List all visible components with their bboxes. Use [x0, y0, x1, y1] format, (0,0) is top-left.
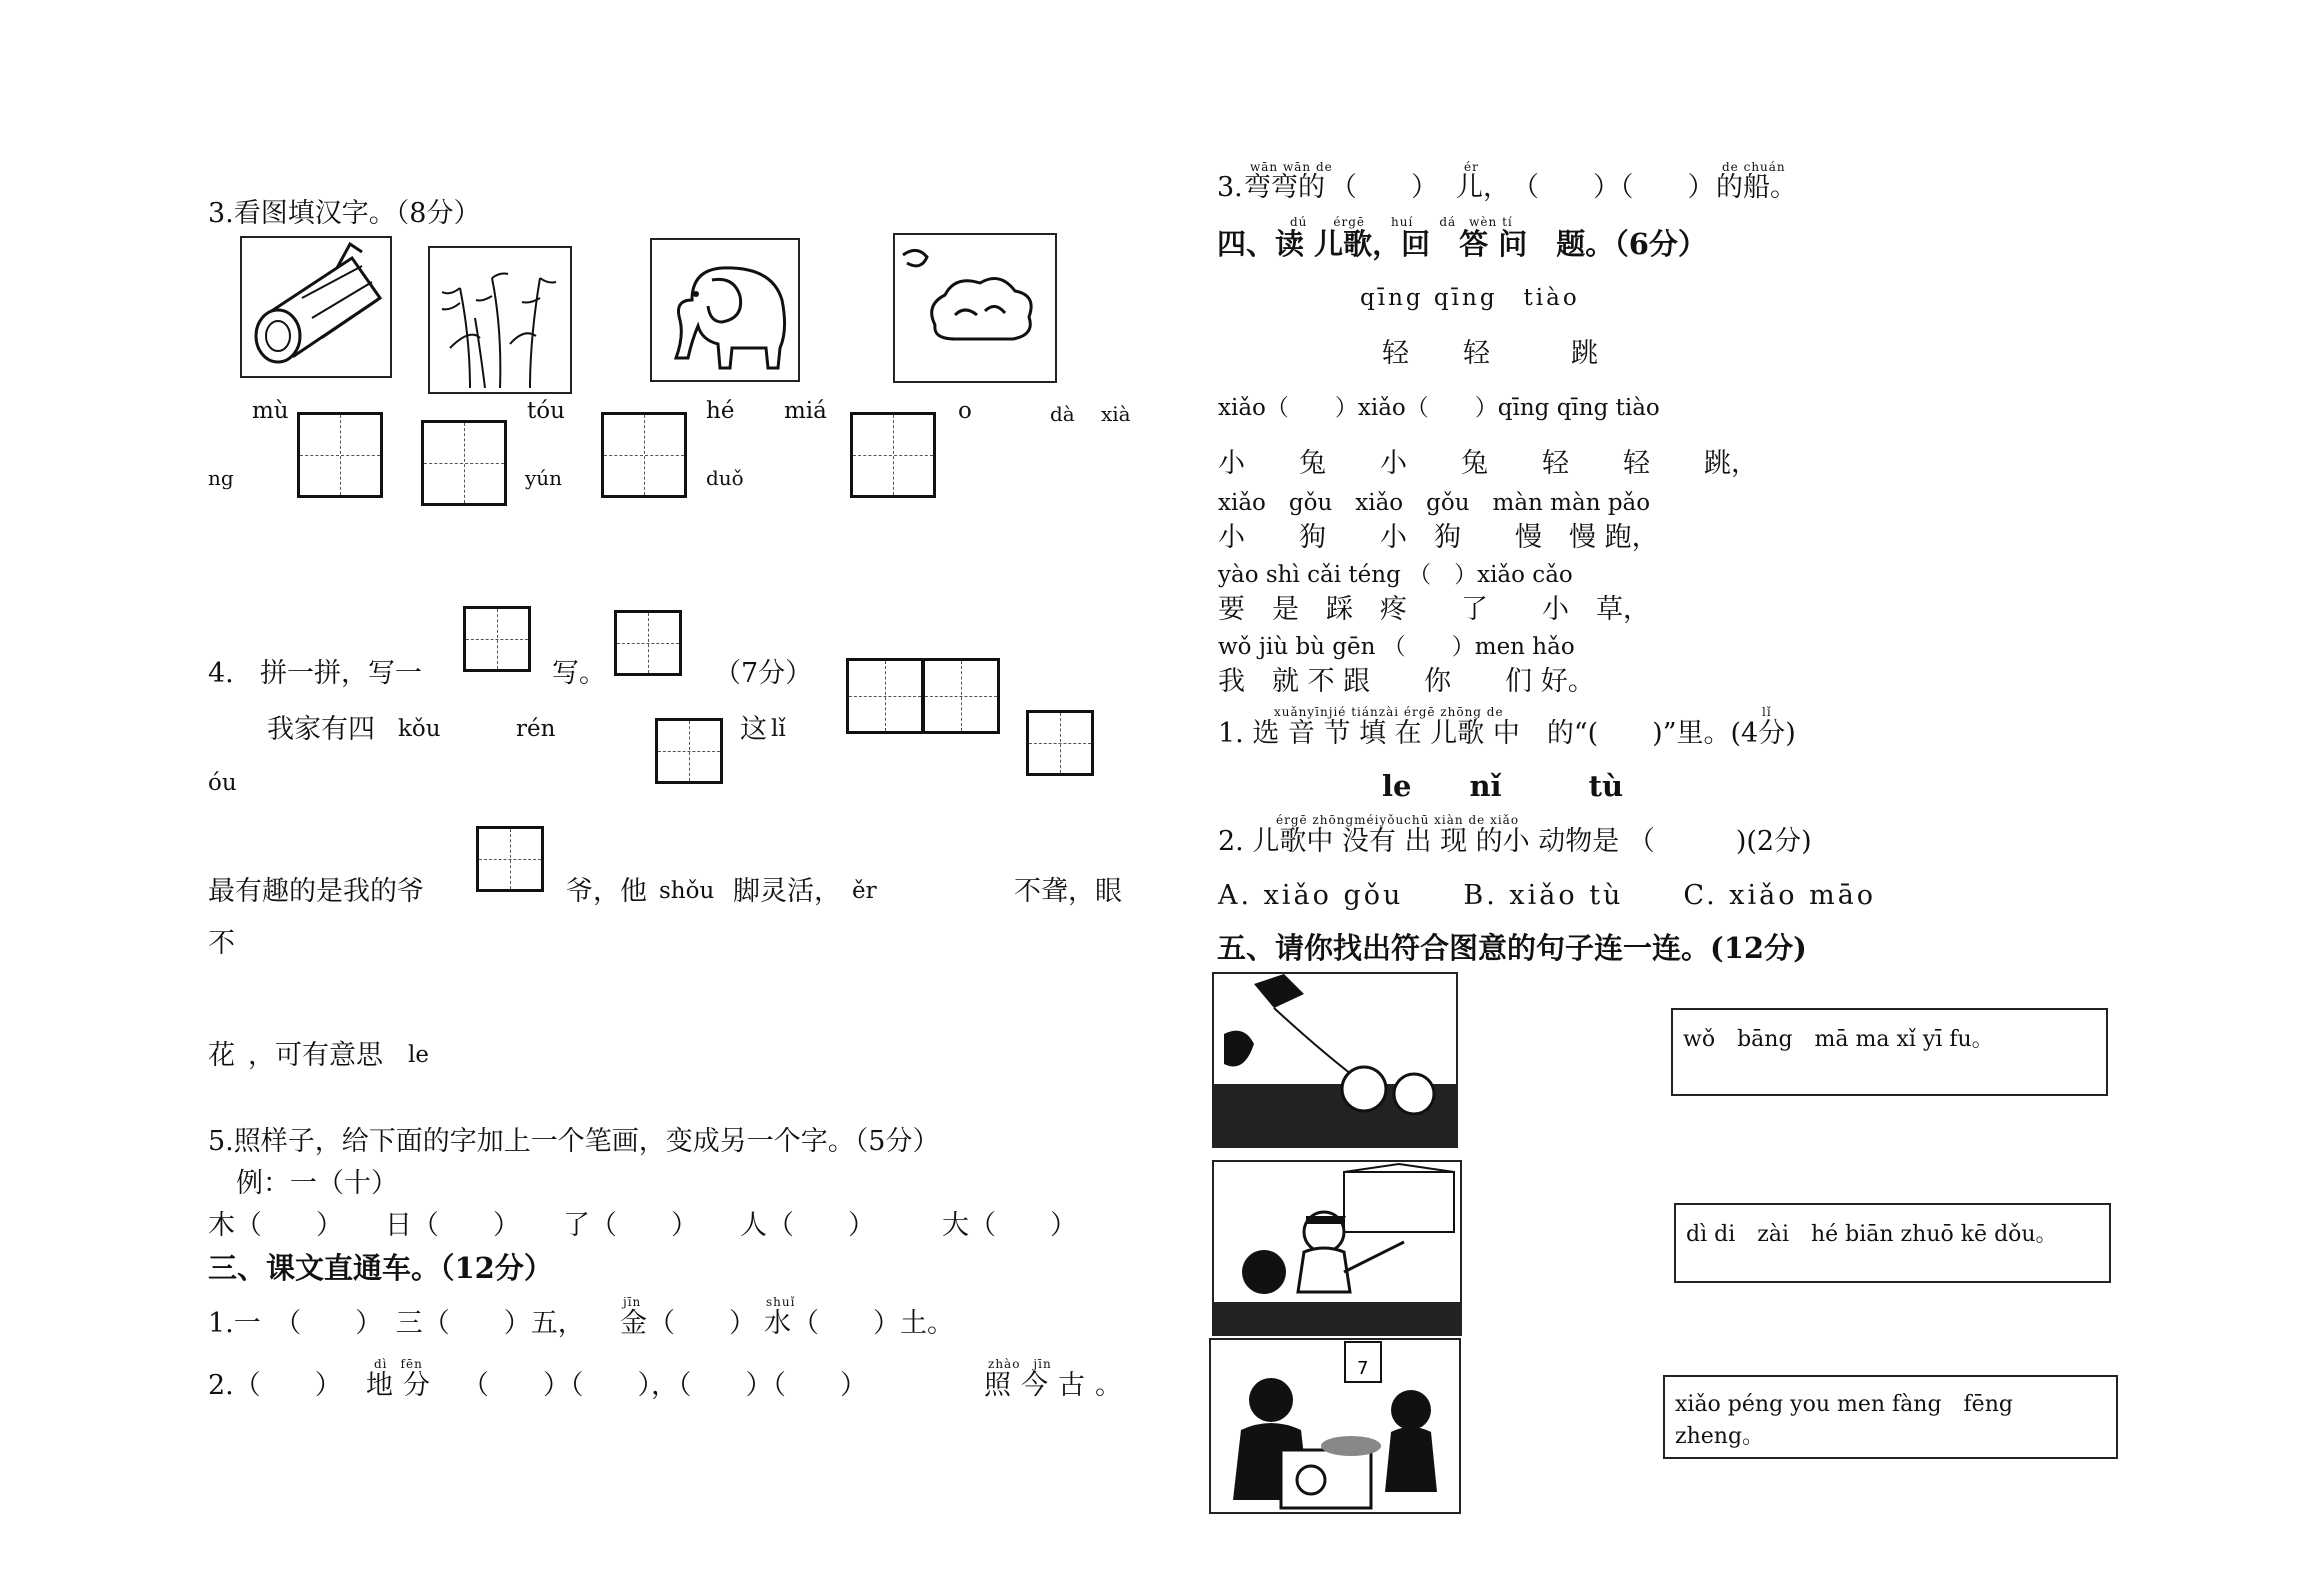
- chars-wanwande: 弯弯的: [1244, 172, 1325, 203]
- pinyin-dechuan: de chuán: [1722, 160, 1786, 174]
- calendar-day: 7: [1357, 1358, 1369, 1379]
- pinyin-difen: dì fēn: [374, 1357, 423, 1371]
- pinyin-li: lǐ: [771, 716, 786, 742]
- section5-title: 五、请你找出符合图意的句子连一连。(12分): [1217, 931, 1807, 965]
- q4-title: 拼一拼，写一: [260, 658, 422, 689]
- reeds-picture: [428, 246, 572, 394]
- sentence-box[interactable]: wǒ bāng mā ma xǐ yī fu。: [1671, 1008, 2108, 1096]
- cloud-picture: [893, 233, 1057, 383]
- sec4-q2-pinyin: érgē zhōngméiyǒuchū xiàn de xiǎo: [1276, 813, 1520, 827]
- tianzi-box[interactable]: [655, 718, 723, 784]
- section4-title: 四、读 儿歌，回 答 问 题。（6分）: [1217, 227, 1707, 261]
- pinyin-xia: xià: [1101, 402, 1131, 426]
- r3-blank1: （ ）: [1330, 172, 1438, 203]
- q5-item-le: 了（ ）: [563, 1210, 698, 1241]
- section4-title-pinyin: dú érgē huí dá wèn tí: [1290, 215, 1513, 229]
- kite-picture: [1212, 972, 1458, 1148]
- char-shui: 水: [764, 1308, 791, 1339]
- poem-line3: 要 是 踩 疼 了 小 草，: [1218, 594, 1650, 625]
- q4-number: 4.: [208, 658, 234, 689]
- q4-line3-ye: 爷，他: [566, 876, 647, 907]
- q4-score: （7分）: [714, 658, 813, 689]
- sec4-q1-options: le nǐ tù: [1382, 769, 1624, 803]
- tianzi-box[interactable]: [421, 420, 507, 506]
- chars-dechuan: 的船。: [1716, 172, 1797, 203]
- q5-example: 例：一（十）: [236, 1168, 398, 1199]
- q4-title-write: 写。: [552, 658, 606, 689]
- q5-item-ri: 日（ ）: [385, 1210, 520, 1241]
- q4-line3-end: 不聋，眼: [1014, 876, 1122, 907]
- poem-line1: 小 兔 小 兔 轻 轻 跳，: [1218, 448, 1758, 479]
- poem-line4: 我 就 不 跟 你 们 好。: [1218, 666, 1595, 697]
- tianzi-box[interactable]: [846, 658, 924, 734]
- sec3-line1-blank: （ ）: [648, 1308, 756, 1339]
- pinyin-zhaojin: zhào jīn: [988, 1357, 1052, 1371]
- sec4-q2-options: A. xiǎo gǒu B. xiǎo tù C. xiǎo māo: [1218, 880, 1877, 911]
- pinyin-shou: shǒu: [659, 878, 715, 904]
- r3-blank2: （ ）（ ）: [1512, 172, 1715, 203]
- tianzi-box[interactable]: [614, 610, 682, 676]
- q4-line3-jiao: 脚灵活，: [733, 876, 841, 907]
- sec4-q1-pinyin: xuǎnyīnjié tiánzài érgē zhōng de: [1274, 705, 1504, 719]
- pinyin-er: ěr: [852, 878, 877, 904]
- tianzi-box[interactable]: [850, 412, 936, 498]
- pinyin-ng: ng: [208, 466, 234, 490]
- pinyin-o: o: [958, 398, 972, 424]
- q4-line1: 我家有四: [267, 714, 375, 745]
- poem-line3-pinyin: yào shì cǎi téng （ ）xiǎo cǎo: [1218, 562, 1573, 588]
- pinyin-tou: tóu: [527, 398, 565, 424]
- char-er: 儿，: [1456, 172, 1510, 203]
- q4-line3: 最有趣的是我的爷: [208, 876, 424, 907]
- poem-line2: 小 狗 小 狗 慢 慢 跑，: [1218, 522, 1659, 553]
- laundry-picture: [1209, 1338, 1461, 1514]
- char-jin: 金: [620, 1308, 647, 1339]
- q5-title: 5.照样子，给下面的字加上一个笔画，变成另一个字。（5分）: [208, 1126, 940, 1157]
- sec4-q1: 1. 选 音 节 填 在 儿歌 中 的“( )”里。(4分): [1218, 718, 1796, 749]
- tianzi-box[interactable]: [463, 606, 531, 672]
- sentence-box[interactable]: dì di zài hé biān zhuō kē dǒu。: [1674, 1203, 2111, 1283]
- tianzi-box[interactable]: [922, 658, 1000, 734]
- pinyin-er: ér: [1464, 160, 1479, 174]
- pinyin-le: le: [408, 1042, 429, 1068]
- chars-difen: 地分: [366, 1370, 440, 1401]
- pinyin-duo: duǒ: [706, 466, 744, 490]
- chars-zhaojin: 照今古。: [984, 1370, 1132, 1401]
- pinyin-kou: kǒu: [398, 716, 441, 742]
- pinyin-mia: miá: [784, 398, 827, 424]
- poem-title: 轻 轻 跳: [1382, 338, 1598, 369]
- pinyin-da: dà: [1050, 402, 1075, 426]
- q3-title: 3.看图填汉字。（8分）: [208, 198, 481, 229]
- pinyin-mu: mù: [252, 398, 289, 424]
- q5-item-mu: 木（ ）: [208, 1210, 343, 1241]
- q4-line5: ，可有意思: [248, 1040, 383, 1071]
- pinyin-wanwande: wān wān de: [1250, 160, 1333, 174]
- elephant-picture: [650, 238, 800, 382]
- q5-item-ren: 人（ ）: [740, 1210, 875, 1241]
- sec3-line2: 2.（ ）: [208, 1370, 342, 1401]
- q4-line4: 不: [208, 928, 235, 959]
- q5-item-da: 大（ ）: [942, 1210, 1077, 1241]
- pinyin-ren: rén: [516, 716, 556, 742]
- poem-line2-pinyin: xiǎo gǒu xiǎo gǒu màn màn pǎo: [1218, 490, 1651, 516]
- r3-number: 3.: [1217, 172, 1243, 203]
- poem-title-pinyin: qīng qīng tiào: [1360, 285, 1580, 311]
- poem-line1-pinyin: xiǎo（ ）xiǎo（ ）qīng qīng tiào: [1218, 395, 1660, 421]
- pinyin-yun: yún: [525, 466, 563, 490]
- sec3-line1: 1.一 （ ） 三（ ）五，: [208, 1308, 585, 1339]
- sec4-q1-li-pinyin: lǐ: [1762, 705, 1772, 719]
- tianzi-box[interactable]: [297, 412, 383, 498]
- log-picture: [240, 236, 392, 378]
- tianzi-box[interactable]: [601, 412, 687, 498]
- pinyin-he: hé: [706, 398, 735, 424]
- tianzi-box[interactable]: [1026, 710, 1094, 776]
- sec3-line2-blanks: （ ）（ ），（ ）（ ）: [462, 1370, 867, 1401]
- tianzi-box[interactable]: [476, 826, 544, 892]
- pinyin-shui: shuǐ: [766, 1295, 796, 1309]
- pinyin-ou: óu: [208, 770, 237, 796]
- sec4-q2: 2. 儿歌中 没有 出 现 的小 动物是 （ )(2分): [1218, 826, 1812, 857]
- sec3-line1-end: （ ）土。: [792, 1308, 954, 1339]
- q4-line5-hua: 花: [208, 1040, 235, 1071]
- section3-title: 三、课文直通车。（12分）: [208, 1251, 553, 1285]
- pinyin-jin: jīn: [623, 1295, 642, 1309]
- q4-line1-zhe: 这: [740, 714, 767, 745]
- poem-line4-pinyin: wǒ jiù bù gēn （ ）men hǎo: [1218, 634, 1575, 660]
- sentence-box[interactable]: xiǎo péng you men fàng fēng zheng。: [1663, 1375, 2118, 1459]
- tadpole-picture: [1212, 1160, 1462, 1336]
